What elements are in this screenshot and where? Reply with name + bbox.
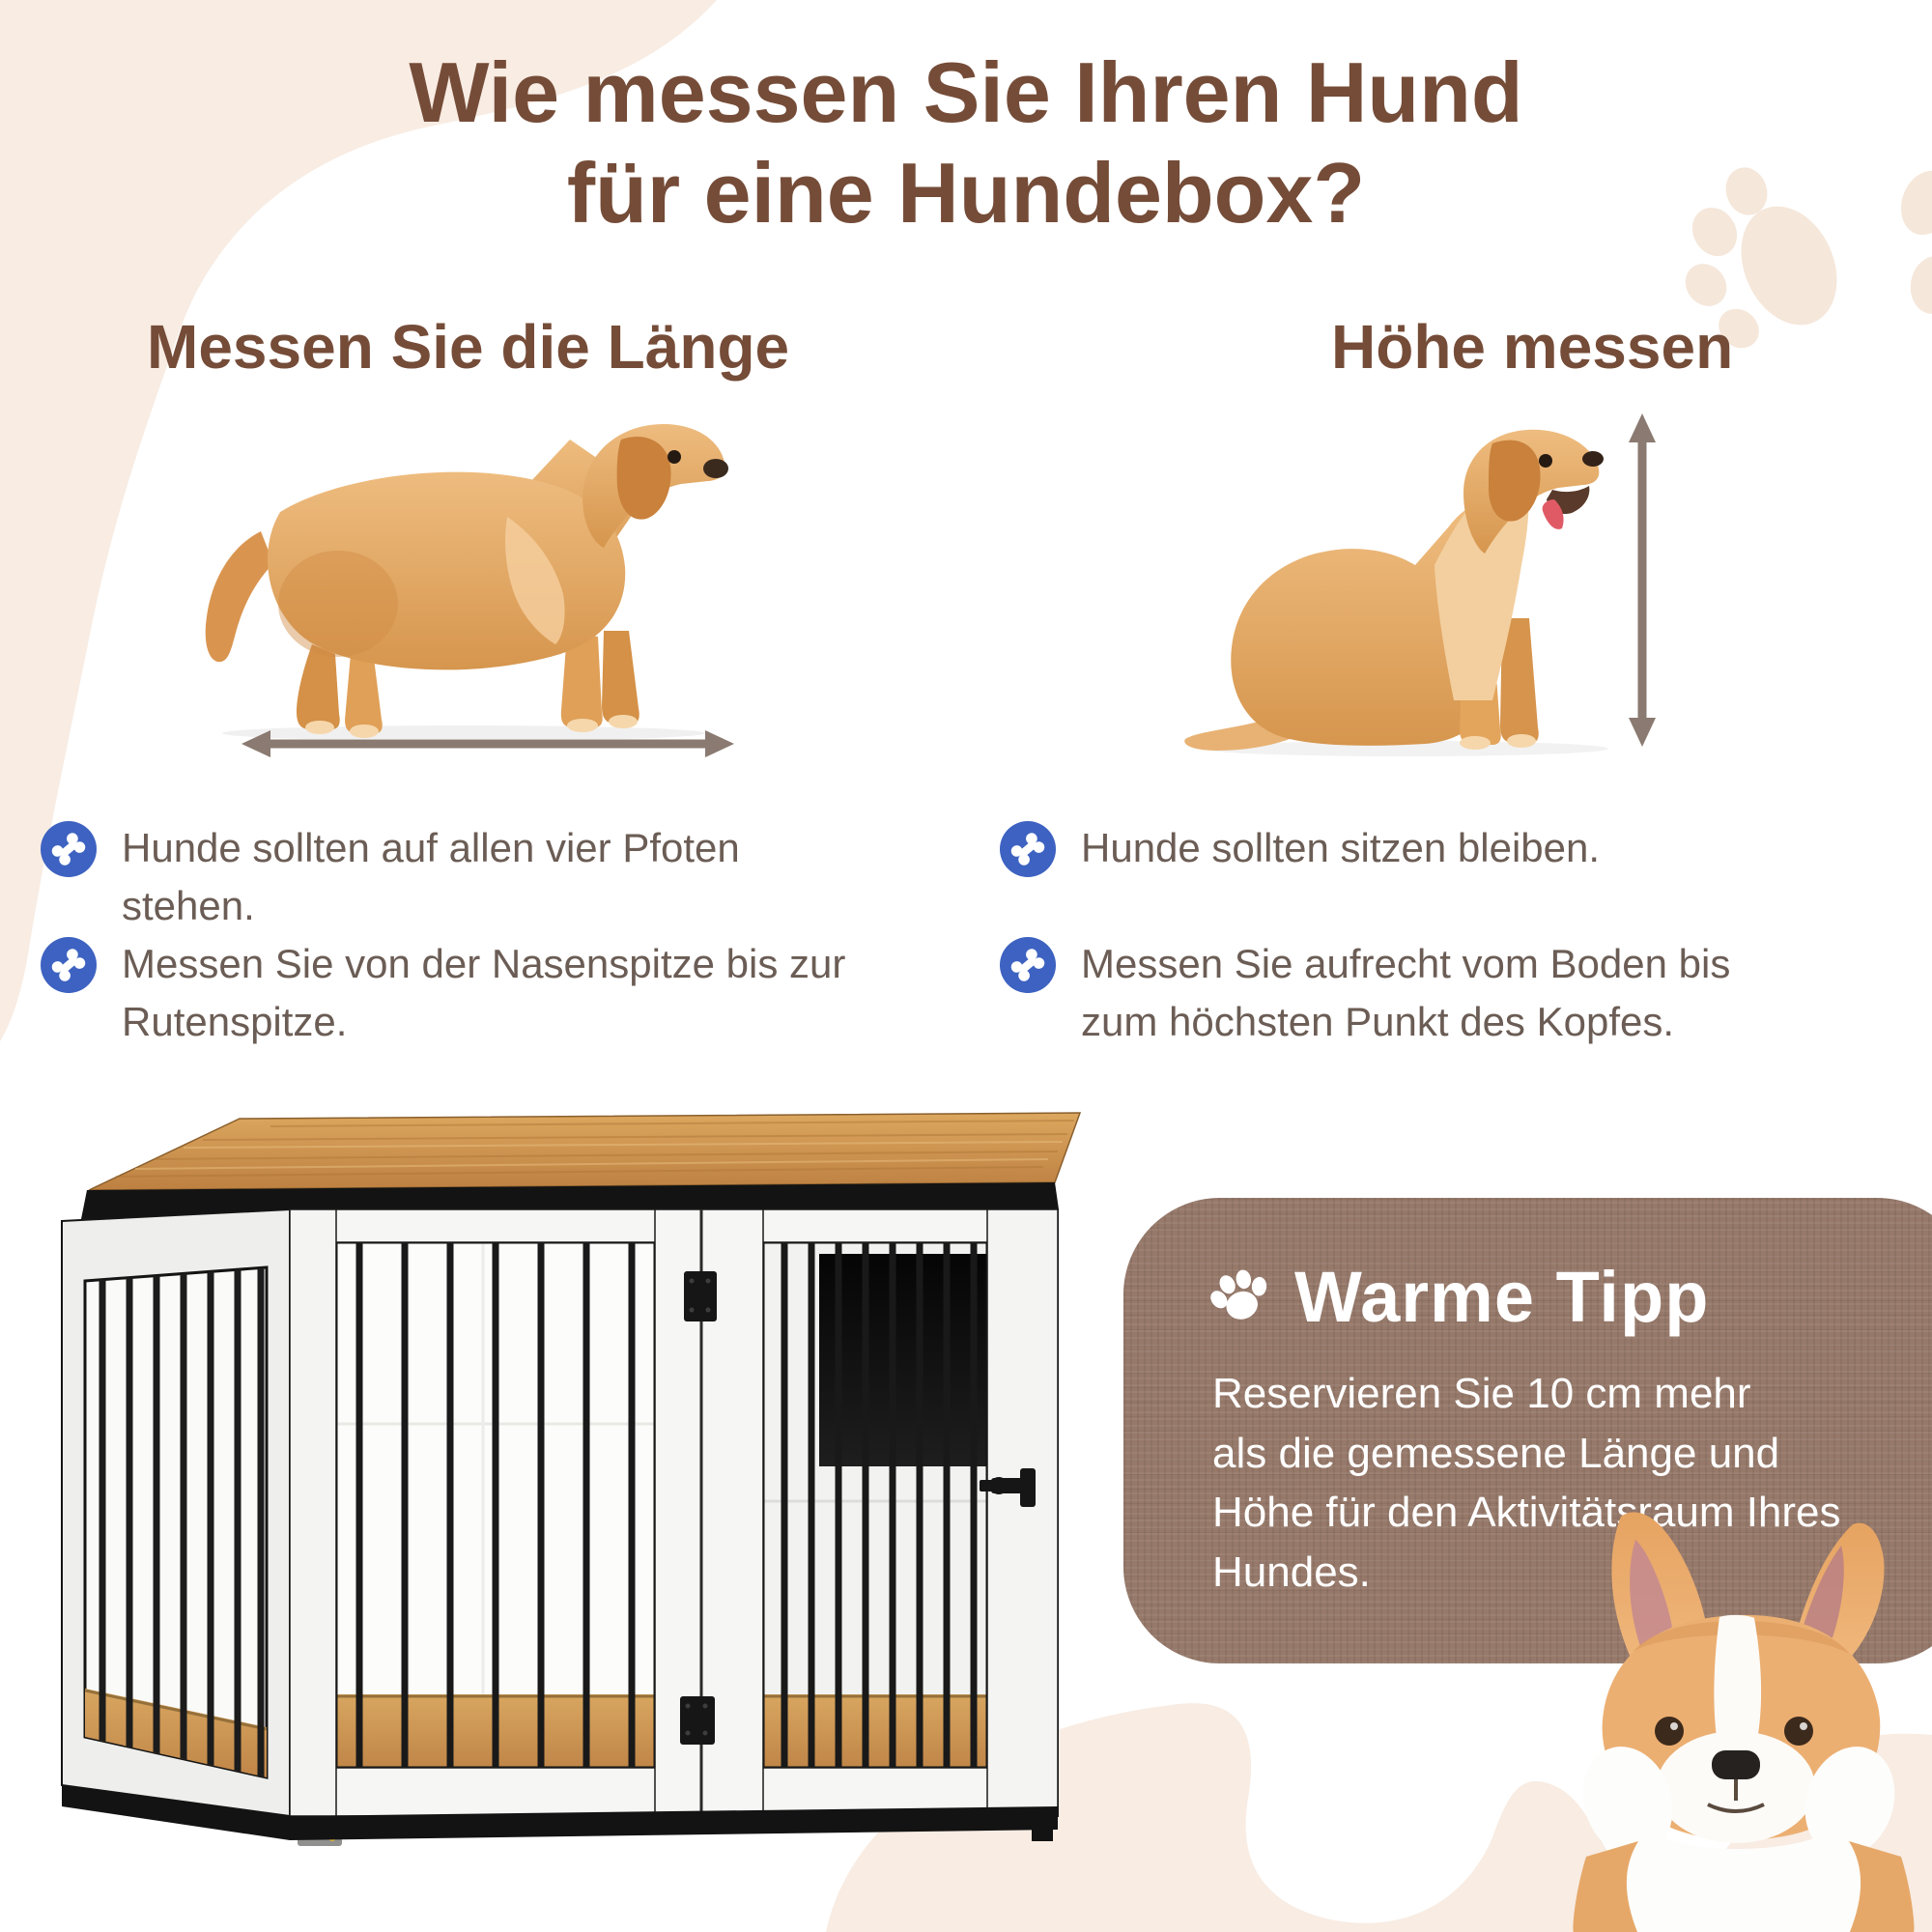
height-bullet-2: [1000, 935, 1815, 1050]
page-title-line1: Wie messen Sie Ihren Hund: [409, 44, 1523, 140]
paw-icon: [1197, 1254, 1282, 1339]
page-title-line2: für eine Hundebox?: [566, 144, 1366, 241]
dog-crate-image: [29, 1109, 1096, 1930]
tip-body-line: als die gemessene Länge und: [1212, 1429, 1780, 1477]
horizontal-double-arrow-icon: [242, 726, 734, 761]
length-section-heading: Messen Sie die Länge: [147, 312, 790, 382]
height-section-heading: Höhe messen: [1331, 312, 1734, 382]
tip-title: Warme Tipp: [1294, 1257, 1710, 1337]
sitting-dog-image: [1174, 411, 1657, 756]
length-bullet-2: [41, 935, 856, 1050]
standing-dog-image: [188, 401, 739, 739]
length-bullet-1-text: Hunde sollten auf allen vier Pfoten stehen.: [122, 825, 740, 928]
tip-body-line: Höhe für den Aktivitätsraum Ihres: [1212, 1489, 1841, 1537]
length-bullet-2-text: Messen Sie von der Nasenspitze bis zur Rutenspitze.: [122, 941, 846, 1044]
height-bullet-2-text: Messen Sie aufrecht vom Boden bis zum höchsten Punkt des Kopfes.: [1081, 941, 1731, 1044]
height-bullet-1-text: Hunde sollten sitzen bleiben.: [1081, 825, 1601, 870]
vertical-double-arrow-icon: [1625, 413, 1660, 747]
bone-icon: [1000, 821, 1056, 877]
bone-icon: [1000, 937, 1056, 993]
bone-icon: [41, 937, 97, 993]
tip-body-line: Hundes.: [1212, 1548, 1371, 1596]
length-bullet-1: [41, 819, 856, 934]
tip-body-line: Reservieren Sie 10 cm mehr: [1212, 1370, 1751, 1417]
page-title: [0, 43, 1932, 243]
height-bullet-1: [1000, 819, 1815, 877]
tip-heading: [1206, 1256, 1709, 1338]
bone-icon: [41, 821, 97, 877]
corgi-image: [1546, 1507, 1932, 1932]
